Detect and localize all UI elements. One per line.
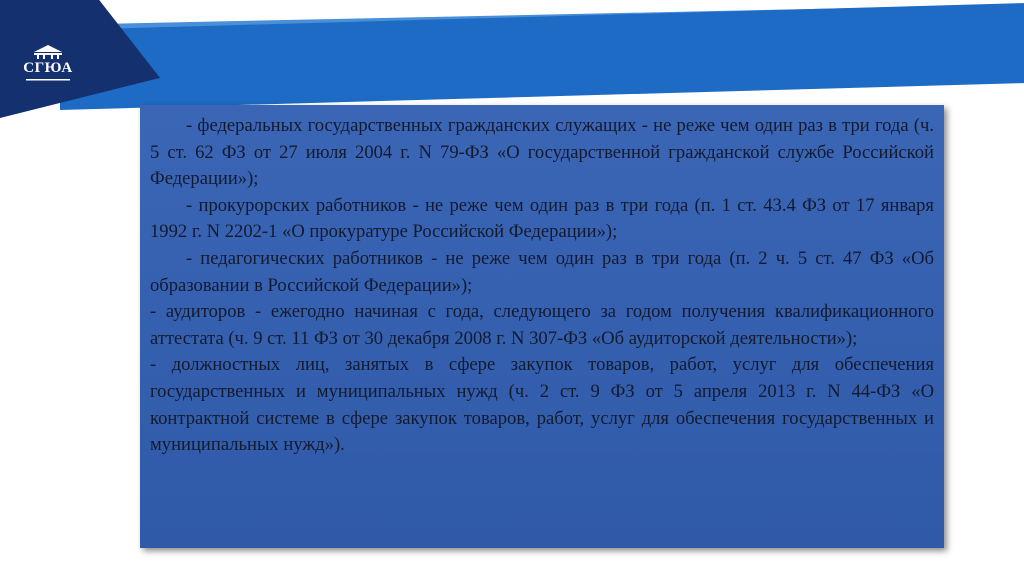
content-box [140, 105, 944, 548]
logo-text: СГЮА [23, 60, 73, 76]
header-band [60, 2, 1024, 110]
paragraph-civil-servants: - федеральных государственных гражданских служащих - не реже чем один раз в три года (ч. 5 ст. 62 ФЗ от 27 июля 2004 г. N 79-ФЗ «О государственной гражданской службе Российской Федерации»); [150, 115, 934, 190]
paragraph-prosecutors: - прокурорских работников - не реже чем один раз в три года (п. 1 ст. 43.4 ФЗ от 17 января 1992 г. N 2202-1 «О прокуратуре Российской Федерации»); [150, 194, 934, 243]
paragraph-procurement-officials: - должностных лиц, занятых в сфере закупок товаров, работ, услуг для обеспечения государственных и муниципальных нужд (ч. 2 ст. 9 ФЗ от 5 апреля 2013 г. N 44-ФЗ «О контрактной системе в сфере закупок товаров, работ, услуг для обеспечения государственных и муниципальных нужд»). [150, 354, 934, 456]
paragraph-teachers: - педагогических работников - не реже чем один раз в три года (п. 2 ч. 5 ст. 47 ФЗ «Об образовании в Российской Федерации»); [150, 247, 934, 296]
paragraph-auditors: - аудиторов - ежегодно начиная с года, следующего за годом получения квалификационного аттестата (ч. 9 ст. 11 ФЗ от 30 декабря 2008 г. N 307-ФЗ «Об аудиторской деятельности»); [150, 301, 934, 349]
logo-underline [20, 44, 76, 88]
logo [20, 44, 76, 88]
